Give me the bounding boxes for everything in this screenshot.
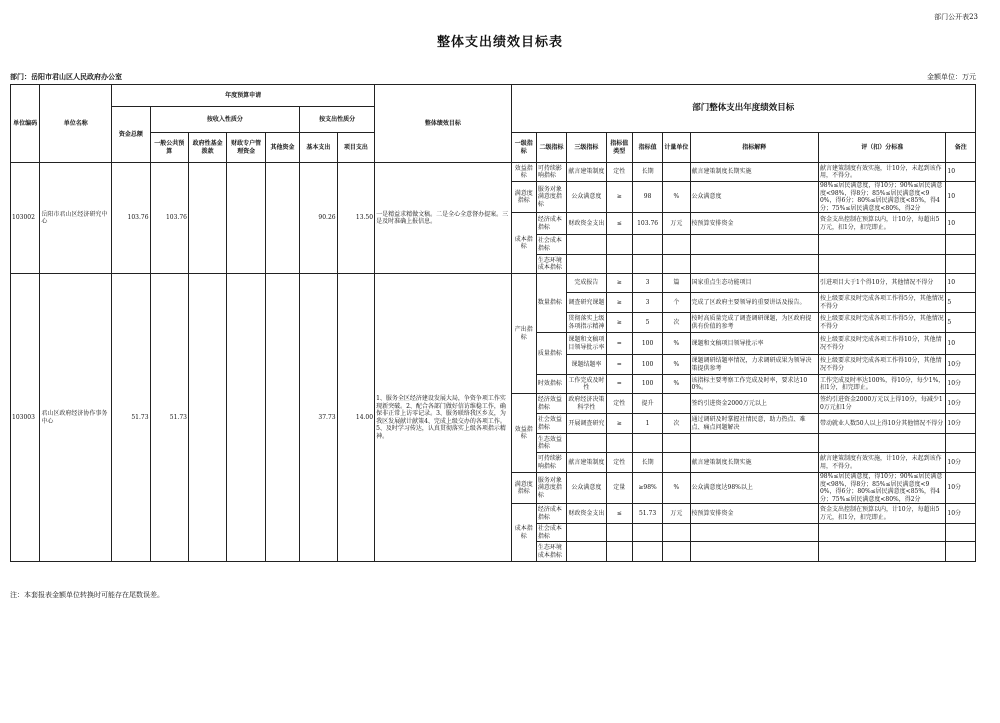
remark: 10分 [946, 473, 976, 504]
indicator-explanation: 公众满意度达98%以上 [690, 473, 818, 504]
level1-indicator: 成本指标 [511, 213, 536, 274]
measure-unit [663, 542, 690, 562]
measure-unit: % [663, 333, 690, 355]
basic-expense: 90.26 [300, 163, 337, 274]
indicator-value: 长期 [632, 163, 662, 182]
header-level2: 二级指标 [536, 133, 566, 163]
level2-indicator: 时效指标 [536, 375, 566, 394]
scoring-standard: 资金支出控制在预算以内，计10分，每超出5万元，扣1分，扣完即止。 [818, 213, 945, 235]
header-value-type: 指标值类型 [606, 133, 632, 163]
value-type [606, 235, 632, 255]
level2-indicator: 经济效益指标 [536, 394, 566, 414]
indicator-value: 3 [632, 274, 662, 293]
other-funds [265, 163, 299, 274]
scoring-standard: 按上级要求及时完成各项工作得5分，其他情况不得分 [818, 313, 945, 333]
header-general-budget: 一般公共预算 [150, 133, 188, 163]
measure-unit: % [663, 355, 690, 375]
remark: 10 [946, 213, 976, 235]
indicator-value: 100 [632, 375, 662, 394]
scoring-standard: 按上级要求及时完成各项工作得5分，其他情况不得分 [818, 293, 945, 313]
indicator-explanation: 通过调研及时掌握社情民意，助力热点、难点、痛点问题解决 [690, 414, 818, 434]
indicator-explanation: 按预算安排资金 [690, 504, 818, 524]
footnote: 注：本套报表金额单位转换时可能存在尾数误差。 [10, 591, 164, 599]
basic-expense: 37.73 [300, 274, 337, 562]
unit-code: 103003 [11, 274, 40, 562]
gov-fund [188, 274, 226, 562]
indicator-value: 98 [632, 182, 662, 213]
unit-section-economic-cooperation [11, 274, 976, 562]
value-type: ≤ [606, 213, 632, 235]
level2-indicator: 社会成本指标 [536, 235, 566, 255]
header-explanation: 指标解释 [690, 133, 818, 163]
indicator-explanation: 献言建策制度长期实施 [690, 453, 818, 473]
level3-indicator [567, 255, 606, 274]
special-fiscal [227, 274, 265, 562]
scoring-standard: 献言建策制度有效实施，计10分，未起到该作用，不得分。 [818, 453, 945, 473]
scoring-standard: 带动就业人数50人以上得10分其他情况不得分 [818, 414, 945, 434]
measure-unit [663, 453, 690, 473]
indicator-explanation: 公众满意度 [690, 182, 818, 213]
performance-goal-table [10, 84, 976, 562]
value-type [606, 524, 632, 542]
indicator-value: 100 [632, 355, 662, 375]
indicator-explanation [690, 235, 818, 255]
header-annual-budget: 年度预算申请 [112, 85, 375, 107]
indicator-explanation: 献言建策制度长期实施 [690, 163, 818, 182]
total-funds: 51.73 [112, 274, 150, 562]
page-title: 整体支出绩效目标表 [436, 35, 563, 50]
level2-indicator: 经济成本指标 [536, 504, 566, 524]
indicator-row [11, 163, 976, 182]
header-total-funds: 资金总额 [112, 107, 150, 163]
measure-unit [663, 524, 690, 542]
level3-indicator: 调查研究课题 [567, 293, 606, 313]
remark: 10分 [946, 453, 976, 473]
value-type: 定性 [606, 453, 632, 473]
scoring-standard: 98%≤居民满意度，得10分；90%≤居民满意度<98%，得8分；85%≤居民满意度<90%，得6分；80%≤居民满意度<85%，得4分；75%≤居民满意度<80%，得2分 [818, 473, 945, 504]
level1-indicator: 效益指标 [511, 394, 536, 473]
indicator-value: 1 [632, 414, 662, 434]
remark [946, 524, 976, 542]
remark: 5 [946, 313, 976, 333]
level3-indicator: 献言建策制度 [567, 163, 606, 182]
level3-indicator: 开展调查研究 [567, 414, 606, 434]
measure-unit [663, 255, 690, 274]
level2-indicator: 质量指标 [536, 333, 566, 375]
project-expense: 14.00 [337, 274, 374, 562]
header-level3: 三级指标 [567, 133, 606, 163]
value-type: = [606, 355, 632, 375]
value-type: ≥ [606, 293, 632, 313]
currency-unit-label: 金额单位：万元 [927, 73, 976, 81]
level1-indicator: 满意度指标 [511, 182, 536, 213]
scoring-standard [818, 542, 945, 562]
scoring-standard: 工作完成及时率达100%，得10分，每少1%，扣1分，扣完即止。 [818, 375, 945, 394]
header-value: 指标值 [632, 133, 662, 163]
header-scoring: 评（扣）分标准 [818, 133, 945, 163]
remark: 10分 [946, 394, 976, 414]
indicator-value: ≥98% [632, 473, 662, 504]
measure-unit: 篇 [663, 274, 690, 293]
value-type: 定量 [606, 473, 632, 504]
other-funds [265, 274, 299, 562]
level3-indicator: 工作完成及时性 [567, 375, 606, 394]
scoring-standard: 献言建策制度有效实施，计10分，未起到该作用，不得分。 [818, 163, 945, 182]
measure-unit: 次 [663, 414, 690, 434]
level1-indicator: 满意度指标 [511, 473, 536, 504]
level3-indicator: 课题结题率 [567, 355, 606, 375]
header-dept-annual-goal: 部门整体支出年度绩效目标 [511, 85, 975, 133]
level2-indicator: 服务对象满意度指标 [536, 473, 566, 504]
indicator-explanation: 国家重点生态功能项目 [690, 274, 818, 293]
header-unit-code: 单位编码 [11, 85, 40, 163]
level2-indicator: 生态效益指标 [536, 434, 566, 453]
level3-indicator [567, 434, 606, 453]
indicator-value: 103.76 [632, 213, 662, 235]
indicator-value: 51.73 [632, 504, 662, 524]
indicator-value: 100 [632, 333, 662, 355]
value-type [606, 434, 632, 453]
indicator-explanation: 完成了区政府主要领导的重要讲话及报告。 [690, 293, 818, 313]
level3-indicator: 政府经济决策科学性 [567, 394, 606, 414]
header-unit-name: 单位名称 [40, 85, 112, 163]
level3-indicator: 完成报告 [567, 274, 606, 293]
table-header [11, 85, 976, 163]
scoring-standard [818, 524, 945, 542]
remark [946, 434, 976, 453]
value-type [606, 542, 632, 562]
special-fiscal [227, 163, 265, 274]
indicator-explanation: 签约引进资金2000万元以上 [690, 394, 818, 414]
level3-indicator: 公众满意度 [567, 473, 606, 504]
value-type: ≥ [606, 182, 632, 213]
remark: 10分 [946, 414, 976, 434]
level1-indicator: 成本指标 [511, 504, 536, 562]
general-budget: 51.73 [150, 274, 188, 562]
level3-indicator [567, 235, 606, 255]
header-overall-goal: 整体绩效目标 [375, 85, 512, 163]
level3-indicator: 献言建策制度 [567, 453, 606, 473]
remark: 10分 [946, 355, 976, 375]
level2-indicator: 经济成本指标 [536, 213, 566, 235]
overall-goal: 1、服务全区经济建设发展大局，争资争项工作实现新突破。2、配合各部门做好信访维稳工作，确保非正常上访零记录。3、服务联络我区乡友，为我区发展献计献策4、完成上级交办的各项工作。5、及时学习传达，认真贯彻落实上级各项指示精神。 [375, 274, 512, 562]
remark: 10分 [946, 504, 976, 524]
scoring-standard: 签约引进资金2000万元以上得10分，每减少10万元扣1分 [818, 394, 945, 414]
measure-unit: % [663, 473, 690, 504]
value-type: ≥ [606, 274, 632, 293]
level3-indicator: 课题和文稿项目领导批示率 [567, 333, 606, 355]
scoring-standard: 资金支出控制在预算以内，计10分，每超出5万元，扣1分，扣完即止。 [818, 504, 945, 524]
measure-unit: 万元 [663, 504, 690, 524]
level2-indicator: 社会效益指标 [536, 414, 566, 434]
scoring-standard: 按上级要求及时完成各项工作得10分，其他情况不得分 [818, 355, 945, 375]
measure-unit: 个 [663, 293, 690, 313]
indicator-explanation: 该指标主要考察工作完成及时率，要求达100%。 [690, 375, 818, 394]
level3-indicator [567, 524, 606, 542]
measure-unit: 次 [663, 313, 690, 333]
scoring-standard [818, 434, 945, 453]
value-type: ≥ [606, 414, 632, 434]
value-type: 定性 [606, 163, 632, 182]
unit-name: 岳阳市君山区经济研究中心 [40, 163, 112, 274]
header-by-expense: 按支出性质分 [300, 107, 375, 133]
level3-indicator: 公众满意度 [567, 182, 606, 213]
header-measure-unit: 计量单位 [663, 133, 690, 163]
value-type: ≤ [606, 504, 632, 524]
value-type: 定性 [606, 394, 632, 414]
form-number: 部门公开表23 [934, 13, 978, 21]
project-expense: 13.50 [337, 163, 374, 274]
indicator-explanation: 课题调研结题率情况，力求调研成果为领导决策提供参考 [690, 355, 818, 375]
indicator-value [632, 255, 662, 274]
level2-indicator: 数量指标 [536, 274, 566, 333]
indicator-explanation [690, 542, 818, 562]
remark [946, 542, 976, 562]
unit-name: 君山区政府经济协作事务中心 [40, 274, 112, 562]
measure-unit [663, 394, 690, 414]
remark: 10 [946, 274, 976, 293]
unit-code: 103002 [11, 163, 40, 274]
remark [946, 255, 976, 274]
indicator-value: 长期 [632, 453, 662, 473]
level2-indicator: 生态环境成本指标 [536, 542, 566, 562]
unit-section-economic-research [11, 163, 976, 274]
indicator-explanation: 课题和文稿项目领导批示率 [690, 333, 818, 355]
remark: 10 [946, 333, 976, 355]
general-budget: 103.76 [150, 163, 188, 274]
indicator-explanation [690, 434, 818, 453]
department-label: 部门：岳阳市君山区人民政府办公室 [10, 72, 122, 81]
header-level1: 一级指标 [511, 133, 536, 163]
remark: 5 [946, 293, 976, 313]
remark: 10 [946, 182, 976, 213]
indicator-explanation: 按预算安排资金 [690, 213, 818, 235]
remark: 10 [946, 163, 976, 182]
level3-indicator: 财政资金支出 [567, 213, 606, 235]
indicator-value: 5 [632, 313, 662, 333]
scoring-standard: 98%≤居民满意度，得10分；90%≤居民满意度<98%，得8分；85%≤居民满意度<90%，得6分；80%≤居民满意度<85%，得4分；75%≤居民满意度<80%，得2分 [818, 182, 945, 213]
indicator-row [11, 274, 976, 293]
value-type: ≥ [606, 313, 632, 333]
indicator-value: 提升 [632, 394, 662, 414]
remark [946, 235, 976, 255]
scoring-standard: 按上级要求及时完成各项工作得10分，其他情况不得分 [818, 333, 945, 355]
level2-indicator: 可持续影响指标 [536, 163, 566, 182]
measure-unit [663, 235, 690, 255]
header-other-funds: 其他资金 [265, 133, 299, 163]
value-type [606, 255, 632, 274]
measure-unit: 万元 [663, 213, 690, 235]
indicator-value [632, 542, 662, 562]
value-type: = [606, 333, 632, 355]
header-remark: 备注 [946, 133, 976, 163]
value-type: = [606, 375, 632, 394]
scoring-standard [818, 255, 945, 274]
header-special-fiscal: 财政专户管理资金 [227, 133, 265, 163]
indicator-explanation [690, 255, 818, 274]
level3-indicator: 贯彻落实上级各项指示精神 [567, 313, 606, 333]
level3-indicator [567, 542, 606, 562]
measure-unit: % [663, 375, 690, 394]
indicator-value: 3 [632, 293, 662, 313]
header-gov-fund: 政府性基金拨款 [188, 133, 226, 163]
total-funds: 103.76 [112, 163, 150, 274]
header-basic-expense: 基本支出 [300, 133, 337, 163]
gov-fund [188, 163, 226, 274]
measure-unit: % [663, 182, 690, 213]
measure-unit [663, 434, 690, 453]
level2-indicator: 社会成本指标 [536, 524, 566, 542]
indicator-value [632, 524, 662, 542]
scoring-standard [818, 235, 945, 255]
indicator-explanation [690, 524, 818, 542]
remark: 10分 [946, 375, 976, 394]
indicator-explanation: 按时高质量完成了调查调研课题，为区政府提供有价值的参考 [690, 313, 818, 333]
measure-unit [663, 163, 690, 182]
header-by-income: 按收入性质分 [150, 107, 300, 133]
level2-indicator: 服务对象满意度指标 [536, 182, 566, 213]
level2-indicator: 生态环境成本指标 [536, 255, 566, 274]
level3-indicator: 财政资金支出 [567, 504, 606, 524]
indicator-value [632, 235, 662, 255]
indicator-value [632, 434, 662, 453]
level1-indicator: 效益指标 [511, 163, 536, 182]
level1-indicator: 产出指标 [511, 274, 536, 394]
scoring-standard: 引进项目大于1个得10分，其他情况不得分 [818, 274, 945, 293]
header-project-expense: 项目支出 [337, 133, 374, 163]
level2-indicator: 可持续影响指标 [536, 453, 566, 473]
overall-goal: 一是精益求精做文稿。二是全心全意督办提案。三是及时准确上报信息。 [375, 163, 512, 274]
